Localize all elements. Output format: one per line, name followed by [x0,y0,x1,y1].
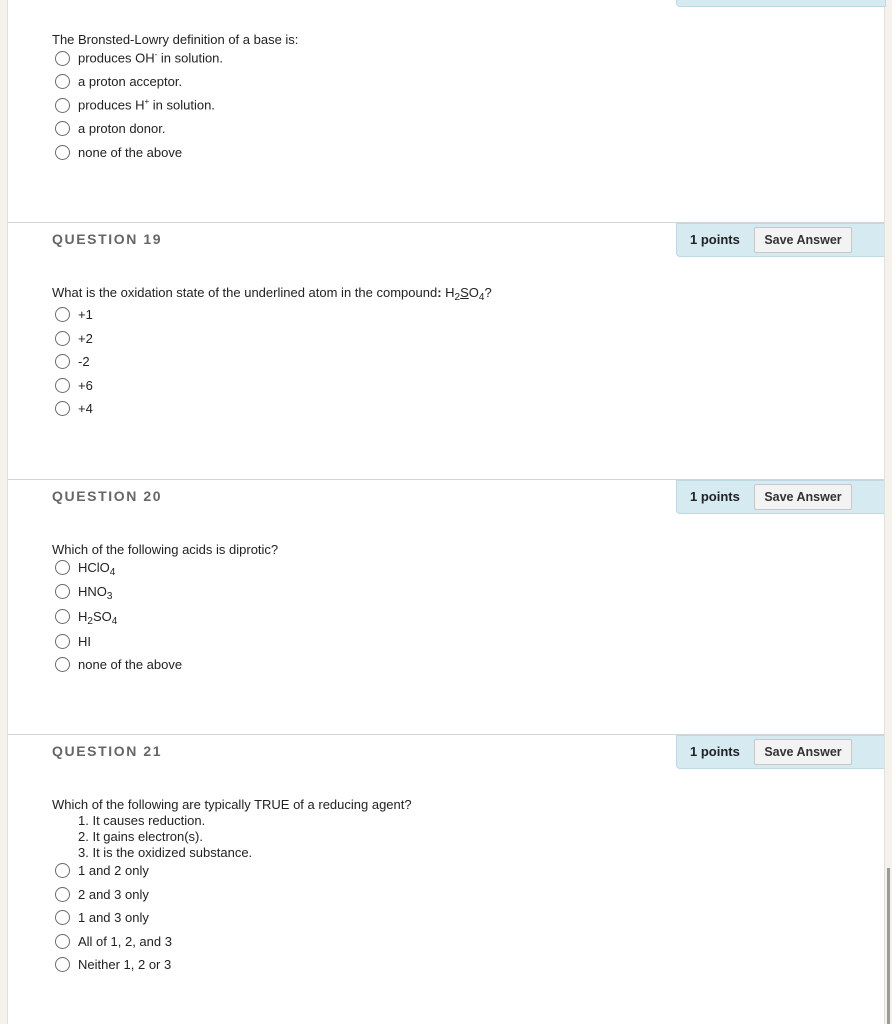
answer-option[interactable] [55,581,112,601]
points-label: 1 points [690,232,740,247]
question-19-header: QUESTION 19 [52,231,163,247]
answer-option[interactable] [55,304,93,324]
radio-button[interactable] [55,910,70,925]
option-label: produces OH- in solution. [78,50,224,66]
radio-button[interactable] [55,145,70,160]
radio-button[interactable] [55,98,70,113]
radio-button[interactable] [55,378,70,393]
option-label: produces H+ in solution. [78,97,215,113]
option-label: none of the above [78,656,183,672]
radio-button[interactable] [55,331,70,346]
points-panel [676,735,884,769]
answer-option[interactable] [55,860,149,880]
radio-button[interactable] [55,307,70,322]
radio-button[interactable] [55,634,70,649]
radio-button[interactable] [55,354,70,369]
radio-button[interactable] [55,887,70,902]
radio-button[interactable] [55,560,70,575]
radio-button[interactable] [55,863,70,878]
option-label: a proton acceptor. [78,73,183,89]
question-21-text: Which of the following are typically TRUE of a reducing agent? [52,797,412,812]
option-label: a proton donor. [78,120,166,136]
answer-option[interactable] [55,95,215,115]
answer-option[interactable] [55,71,182,91]
question-20-header: QUESTION 20 [52,488,163,504]
option-label: +1 [78,306,93,322]
answer-option[interactable] [55,328,93,348]
statement-item: 3. It is the oxidized substance. [78,845,253,860]
question-19-text: What is the oxidation state of the underlined atom in the compound: $H_2SO_4$? [52,285,492,303]
statement-item: 1. It causes reduction. [78,813,206,828]
question-21-header: QUESTION 21 [52,743,163,759]
answer-option[interactable] [55,118,165,138]
answer-option[interactable] [55,606,117,626]
points-panel [676,480,884,514]
answer-option[interactable] [55,654,182,674]
radio-button[interactable] [55,957,70,972]
option-label: 1 and 3 only [78,909,149,925]
scrollbar-thumb[interactable] [887,868,890,1024]
save-answer-button[interactable]: Save Answer [754,227,852,253]
option-label: All of 1, 2, and 3 [78,933,172,949]
option-label: +2 [78,330,93,346]
answer-option[interactable] [55,557,115,577]
save-answer-button[interactable]: Save Answer [754,484,852,510]
answer-option[interactable] [55,907,149,927]
radio-button[interactable] [55,401,70,416]
points-label: 1 points [690,489,740,504]
option-label: $H_2SO_4$ [78,608,118,627]
radio-button[interactable] [55,584,70,599]
statement-item: 2. It gains electron(s). [78,829,203,844]
points-panel [676,223,884,257]
option-label: HI [78,633,91,649]
option-label: 1 and 2 only [78,862,149,878]
option-label: none of the above [78,144,183,160]
option-label: +4 [78,400,93,416]
option-label: -2 [78,353,90,369]
question-18-text: The Bronsted-Lowry definition of a base is: [52,32,299,47]
question-20-text: Which of the following acids is diprotic? [52,542,279,557]
save-answer-button[interactable]: Save Answer [754,739,852,765]
option-label: $HNO_3$ [78,583,113,602]
previous-points-box [676,0,886,7]
answer-option[interactable] [55,931,172,951]
option-label: HClO$_4$ [78,559,116,578]
answer-option[interactable] [55,142,182,162]
option-label: Neither 1, 2 or 3 [78,956,172,972]
answer-option[interactable] [55,954,171,974]
option-label: 2 and 3 only [78,886,149,902]
answer-option[interactable] [55,48,223,68]
radio-button[interactable] [55,74,70,89]
points-label: 1 points [690,744,740,759]
answer-option[interactable] [55,351,90,371]
answer-option[interactable] [55,375,93,395]
answer-option[interactable] [55,631,91,651]
radio-button[interactable] [55,609,70,624]
page-left-border [0,0,8,1024]
radio-button[interactable] [55,657,70,672]
radio-button[interactable] [55,934,70,949]
option-label: +6 [78,377,93,393]
radio-button[interactable] [55,51,70,66]
radio-button[interactable] [55,121,70,136]
answer-option[interactable] [55,398,93,418]
answer-option[interactable] [55,884,149,904]
